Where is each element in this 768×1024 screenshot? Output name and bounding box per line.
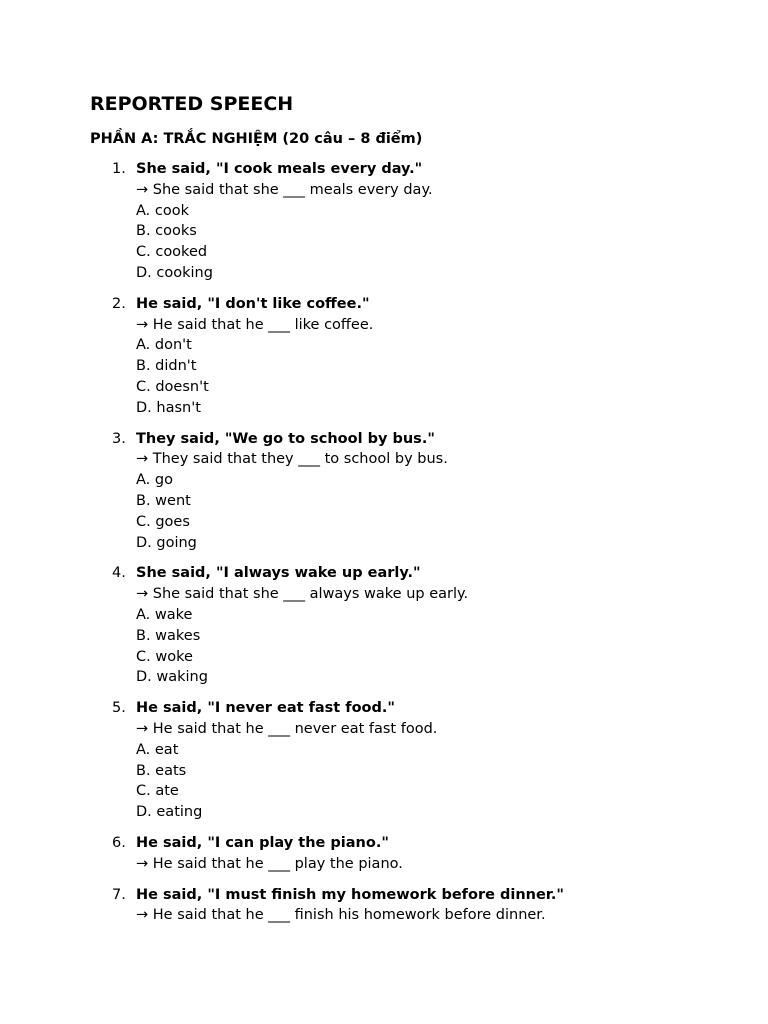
reported-sentence: → They said that they ___ to school by bus. <box>136 451 448 468</box>
option-c: C. ate <box>136 783 179 800</box>
option-c: C. doesn't <box>136 378 209 395</box>
option-b: B. cooks <box>136 223 197 240</box>
option-c: C. cooked <box>136 244 208 261</box>
question-item <box>90 698 730 823</box>
question-number: 6. <box>112 834 126 851</box>
option-b: B. wakes <box>136 627 201 644</box>
question-item <box>90 833 730 875</box>
option-b: B. didn't <box>136 358 197 375</box>
question-prompt: They said, "We go to school by bus." <box>136 430 435 447</box>
reported-sentence: → She said that she ___ always wake up early. <box>136 586 469 603</box>
question-prompt: He said, "I can play the piano." <box>136 834 389 851</box>
option-b: B. went <box>136 492 191 509</box>
question-number: 5. <box>112 700 126 717</box>
option-a: A. cook <box>136 202 189 219</box>
question-item <box>90 294 730 419</box>
page-title: REPORTED SPEECH <box>90 93 294 115</box>
option-d: D. waking <box>136 669 208 686</box>
question-prompt: He said, "I never eat fast food." <box>136 700 395 717</box>
option-c: C. woke <box>136 648 193 665</box>
option-b: B. eats <box>136 762 187 779</box>
option-a: A. wake <box>136 606 193 623</box>
option-c: C. goes <box>136 513 190 530</box>
option-d: D. eating <box>136 804 203 821</box>
question-number: 7. <box>112 886 126 903</box>
option-a: A. go <box>136 472 173 489</box>
option-a: A. eat <box>136 741 179 758</box>
reported-sentence: → He said that he ___ finish his homework before dinner. <box>136 907 546 924</box>
reported-sentence: → She said that she ___ meals every day. <box>136 181 433 198</box>
question-prompt: She said, "I always wake up early." <box>136 565 421 582</box>
option-d: D. hasn't <box>136 399 201 416</box>
section-heading: PHẦN A: TRẮC NGHIỆM (20 câu – 8 điểm) <box>90 131 423 147</box>
question-item <box>90 159 730 284</box>
question-item <box>90 429 730 554</box>
question-prompt: She said, "I cook meals every day." <box>136 161 423 177</box>
option-d: D. cooking <box>136 264 213 281</box>
document-page <box>90 92 730 936</box>
question-list <box>90 159 730 926</box>
question-number: 1. <box>112 161 126 177</box>
reported-sentence: → He said that he ___ like coffee. <box>136 316 374 333</box>
question-prompt: He said, "I don't like coffee." <box>136 295 370 312</box>
question-item <box>90 563 730 688</box>
question-prompt: He said, "I must finish my homework before dinner." <box>136 886 564 903</box>
option-d: D. going <box>136 534 197 551</box>
question-number: 2. <box>112 295 126 312</box>
question-number: 4. <box>112 565 126 582</box>
option-a: A. don't <box>136 337 192 354</box>
reported-sentence: → He said that he ___ play the piano. <box>136 855 403 872</box>
question-number: 3. <box>112 430 126 447</box>
question-item <box>90 885 730 927</box>
reported-sentence: → He said that he ___ never eat fast food. <box>136 720 438 737</box>
